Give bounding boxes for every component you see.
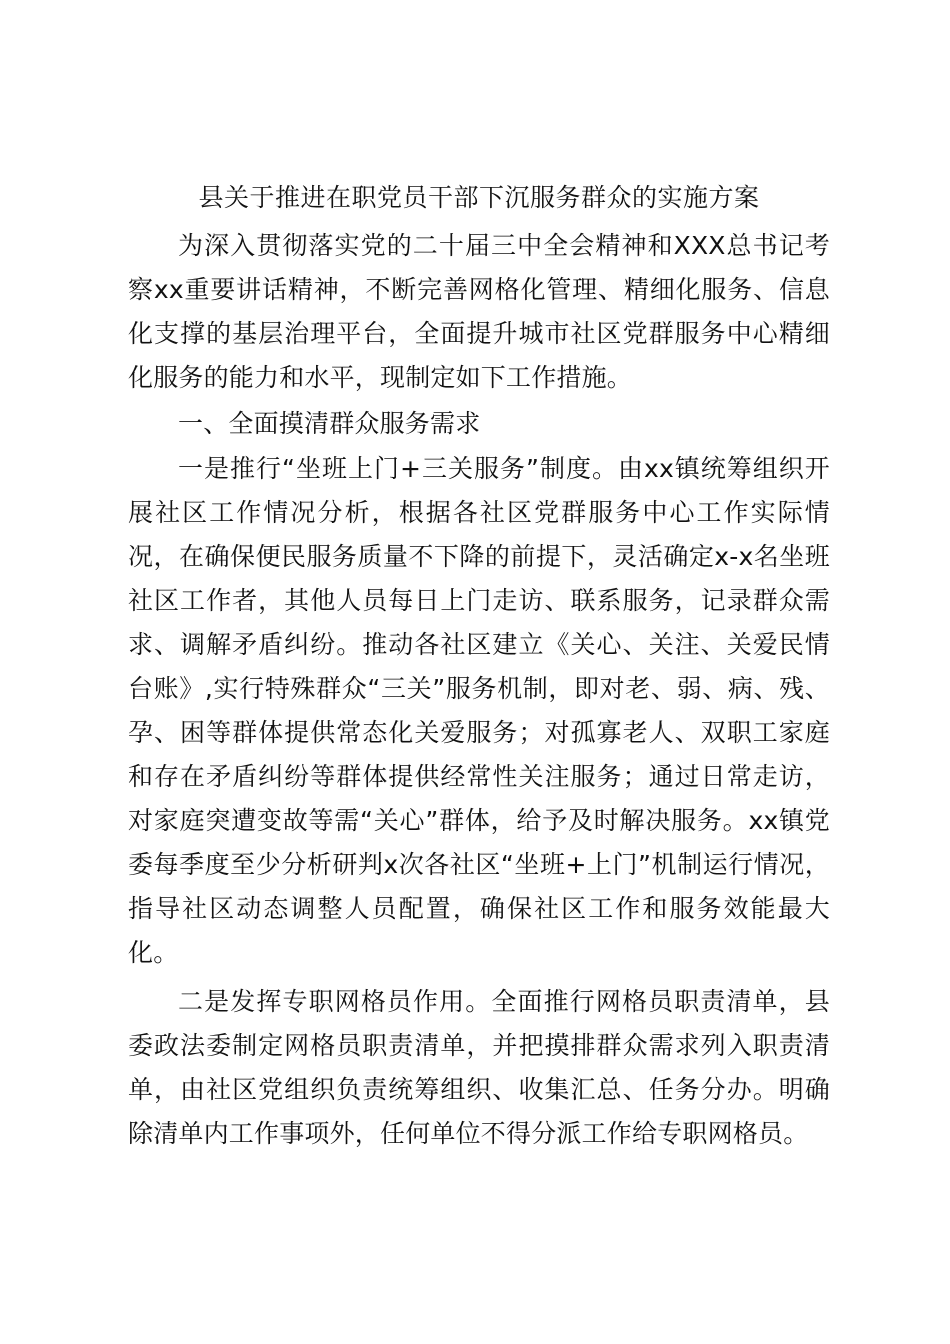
item-two-paragraph: 二是发挥专职网格员作用。全面推行网格员职责清单，县委政法委制定网格员职责清单，并把摸排群众需求列入职责清单，由社区党组织负责统筹组织、收集汇总、任务分办。明确除清单内工作事项外，任何单位不得分派工作给专职网格员。 xyxy=(128,987,830,1148)
document-title: 县关于推进在职党员干部下沉服务群众的实施方案 xyxy=(198,183,760,212)
section-heading: 一、全面摸清群众服务需求 xyxy=(178,409,481,438)
intro-paragraph: 为深入贯彻落实党的二十届三中全会精神和XXX总书记考察xx重要讲话精神，不断完善网格化管理、精细化服务、信息化支撑的基层治理平台，全面提升城市社区党群服务中心精细化服务的能力和水平，现制定如下工作措施。 xyxy=(128,231,830,392)
item-one-paragraph: 一是推行“坐班上门+三关服务”制度。由xx镇统筹组织开展社区工作情况分析，根据各社区党群服务中心工作实际情况，在确保便民服务质量不下降的前提下，灵活确定x-x名坐班社区工作者，其他人员每日上门走访、联系服务，记录群众需求、调解矛盾纠纷。推动各社区建立《关心、关注、关爱民情台账》,实行特殊群众“三关”服务机制，即对老、弱、病、残、孕、困等群体提供常态化关爱服务；对孤寡老人、双职工家庭和存在矛盾纠纷等群体提供经常性关注服务；通过日常走访，对家庭突遭变故等需“关心”群体，给予及时解决服务。xx镇党委每季度至少分析研判x次各社区“坐班+上门”机制运行情况，指导社区动态调整人员配置，确保社区工作和服务效能最大化。 xyxy=(128,454,830,967)
